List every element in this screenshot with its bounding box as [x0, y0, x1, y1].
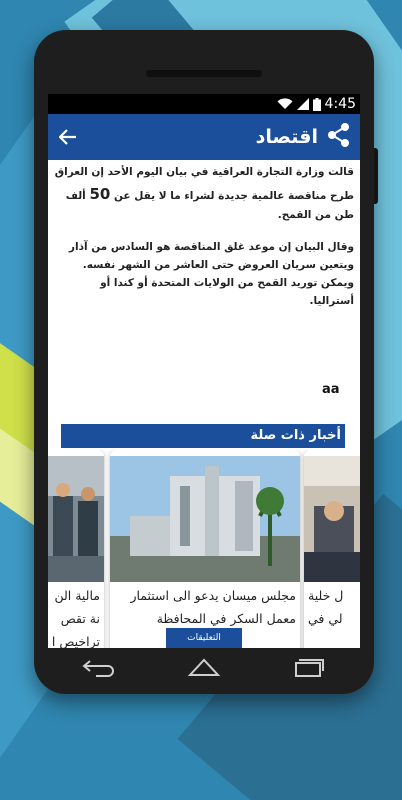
- app-screen: [48, 94, 360, 648]
- signal-icon: [297, 98, 309, 110]
- status-time: 4:45: [324, 96, 356, 112]
- news-thumbnail: [48, 456, 104, 582]
- share-icon[interactable]: [326, 122, 352, 153]
- related-news-header: أخبار ذات صلة: [61, 424, 345, 448]
- back-arrow-icon[interactable]: [56, 125, 80, 149]
- phone-side-button: [374, 148, 378, 204]
- news-thumbnail: [304, 456, 360, 582]
- status-bar: [48, 94, 360, 114]
- article-paragraph: وقال البيان إن موعد غلق المناقصة هو السادس من آذار ويتعين سريان العروض حتى العاشر من الشهر نفسه. ويمكن توريد القمح من الولايات المتحدة أو كندا أو أستراليا.: [68, 241, 354, 307]
- news-thumbnail: [110, 456, 300, 582]
- nav-recents-icon[interactable]: [290, 657, 326, 677]
- article-extra-text: aa: [322, 382, 340, 397]
- nav-home-icon[interactable]: [186, 657, 222, 677]
- phone-frame: [34, 30, 374, 694]
- related-news-carousel[interactable]: [48, 450, 360, 648]
- related-news-card[interactable]: ل خلية لي في: [304, 450, 360, 648]
- battery-icon: [313, 98, 321, 111]
- android-nav-bar: [48, 648, 360, 686]
- wifi-icon: [277, 98, 293, 110]
- article-paragraph: قالت وزارة التجارة العراقية في بيان اليوم الأحد إن العراق طرح مناقصة عالمية جديدة لشراء ما لا يقل عن 50 ألف طن من القمح.: [54, 166, 354, 222]
- section-title: اقتصاد: [255, 126, 318, 148]
- app-bar: [48, 114, 360, 160]
- article-body: [48, 160, 360, 311]
- phone-speaker: [146, 70, 262, 77]
- comments-tab[interactable]: التعليقات: [166, 628, 242, 648]
- nav-back-icon[interactable]: [82, 657, 118, 677]
- related-news-card[interactable]: مالية الن نة تقص تراخيص ا: [48, 450, 104, 648]
- related-news-card[interactable]: مجلس ميسان يدعو الى استثمار معمل السكر في المحافظة: [110, 450, 300, 648]
